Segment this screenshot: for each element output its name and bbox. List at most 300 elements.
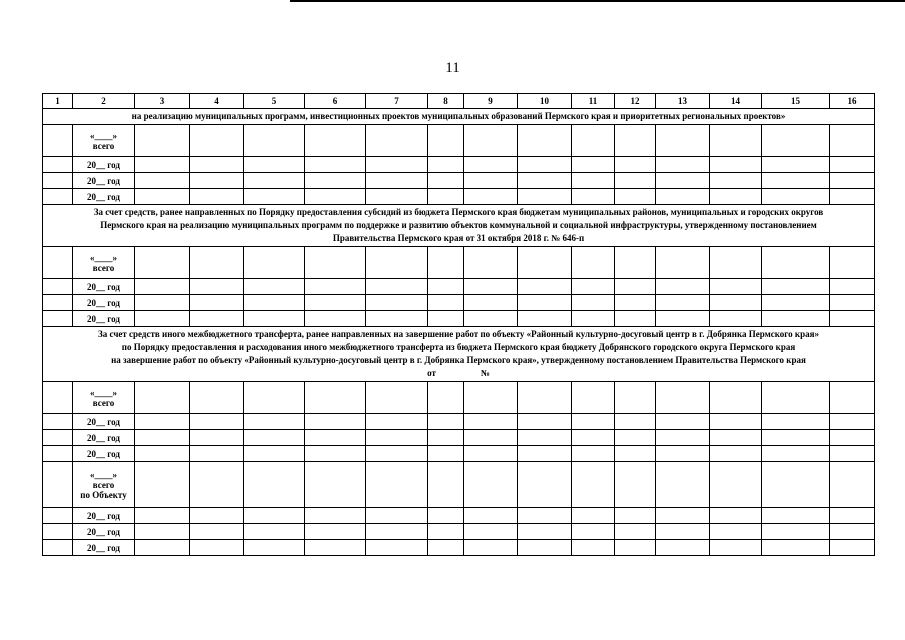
column-number: 5 — [244, 94, 305, 109]
table-cell — [190, 446, 244, 462]
table-cell — [830, 279, 875, 295]
table-cell — [43, 524, 73, 540]
table-cell — [366, 295, 428, 311]
table-cell — [710, 173, 762, 189]
table-cell — [572, 508, 615, 524]
year-label-cell — [73, 279, 135, 295]
table-cell — [190, 157, 244, 173]
table-cell — [190, 125, 244, 157]
table-cell — [43, 414, 73, 430]
table-cell — [135, 295, 190, 311]
table-cell — [428, 414, 464, 430]
table-cell — [305, 446, 366, 462]
table-cell — [135, 311, 190, 327]
table-cell — [305, 125, 366, 157]
table-cell — [762, 173, 830, 189]
section-heading — [43, 109, 875, 125]
page-number: 11 — [445, 60, 460, 76]
table-cell — [518, 446, 572, 462]
table-cell — [464, 157, 518, 173]
table-cell — [464, 189, 518, 205]
table-cell — [572, 524, 615, 540]
table-row — [43, 295, 875, 311]
table-cell — [710, 508, 762, 524]
table-cell — [464, 311, 518, 327]
year-label-cell — [73, 189, 135, 205]
table-cell — [43, 311, 73, 327]
table-row — [43, 540, 875, 556]
table-cell — [244, 311, 305, 327]
table-cell — [135, 279, 190, 295]
table-cell — [366, 157, 428, 173]
table-cell — [762, 446, 830, 462]
table-cell — [43, 295, 73, 311]
table-row — [43, 382, 875, 414]
table-cell — [244, 247, 305, 279]
total-label-cell — [73, 382, 135, 414]
table-cell — [428, 125, 464, 157]
table-cell — [190, 462, 244, 508]
table-cell — [762, 189, 830, 205]
table-cell — [366, 446, 428, 462]
row-label-line: 20__ год — [87, 313, 120, 324]
table-cell — [428, 446, 464, 462]
table-cell — [366, 430, 428, 446]
year-label-cell — [73, 157, 135, 173]
table-cell — [830, 311, 875, 327]
table-cell — [305, 382, 366, 414]
table-cell — [190, 295, 244, 311]
table-cell — [762, 414, 830, 430]
table-cell — [464, 247, 518, 279]
table-cell — [572, 279, 615, 295]
row-label-line: всего — [92, 479, 115, 490]
table-cell — [428, 157, 464, 173]
table-cell — [518, 157, 572, 173]
table-cell — [244, 125, 305, 157]
table-cell — [710, 446, 762, 462]
table-cell — [830, 295, 875, 311]
table-cell — [615, 173, 656, 189]
table-cell — [615, 414, 656, 430]
table-cell — [615, 311, 656, 327]
table-cell — [830, 446, 875, 462]
column-number: 3 — [135, 94, 190, 109]
row-label-line: 20__ год — [87, 159, 120, 170]
section-heading-line: Правительства Пермского края от 31 октября 2018 г. № 646-п — [332, 233, 585, 243]
table-cell — [305, 462, 366, 508]
row-label-line: 20__ год — [87, 542, 120, 553]
row-label-line: «____» — [90, 387, 117, 398]
table-cell — [366, 462, 428, 508]
table-cell — [464, 540, 518, 556]
table-cell — [464, 524, 518, 540]
row-label-line: «____» — [90, 130, 117, 141]
table-cell — [656, 414, 710, 430]
table-cell — [244, 508, 305, 524]
table-cell — [464, 295, 518, 311]
table-cell — [656, 279, 710, 295]
table-cell — [305, 311, 366, 327]
table-cell — [305, 279, 366, 295]
table-cell — [518, 125, 572, 157]
table-cell — [518, 311, 572, 327]
table-cell — [518, 247, 572, 279]
table-cell — [464, 382, 518, 414]
table-cell — [830, 540, 875, 556]
table-cell — [518, 189, 572, 205]
table-cell — [244, 430, 305, 446]
table-cell — [518, 382, 572, 414]
table-cell — [190, 382, 244, 414]
table-cell — [615, 125, 656, 157]
table-row — [43, 125, 875, 157]
table-cell — [244, 524, 305, 540]
column-number: 1 — [43, 94, 73, 109]
table-cell — [572, 247, 615, 279]
table-cell — [615, 189, 656, 205]
table-cell — [135, 430, 190, 446]
table-cell — [762, 382, 830, 414]
table-cell — [518, 524, 572, 540]
section-heading-line: За счет средств иного межбюджетного трансферта, ранее направленных на завершение работ по объекту «Районный культурно-досуговый центр в г. Добрянка Пермского края» — [98, 329, 819, 339]
table-cell — [135, 414, 190, 430]
year-label-cell — [73, 414, 135, 430]
table-cell — [190, 279, 244, 295]
table-cell — [190, 311, 244, 327]
table-cell — [244, 382, 305, 414]
table-cell — [518, 414, 572, 430]
table-cell — [366, 311, 428, 327]
table-cell — [830, 462, 875, 508]
table-cell — [710, 189, 762, 205]
row-label-line: «____» — [90, 252, 117, 263]
table-cell — [43, 247, 73, 279]
table-cell — [572, 311, 615, 327]
row-label-line: 20__ год — [87, 448, 120, 459]
table-cell — [830, 382, 875, 414]
table-cell — [615, 540, 656, 556]
table-cell — [710, 382, 762, 414]
table-row — [43, 508, 875, 524]
table-cell — [305, 189, 366, 205]
table-row — [43, 189, 875, 205]
table-cell — [305, 524, 366, 540]
table-cell — [244, 414, 305, 430]
table-cell — [428, 462, 464, 508]
row-label-line: по Объекту — [80, 489, 127, 500]
year-label-cell — [73, 508, 135, 524]
column-number: 2 — [73, 94, 135, 109]
table-cell — [135, 524, 190, 540]
table-cell — [428, 311, 464, 327]
table-cell — [572, 462, 615, 508]
table-cell — [43, 508, 73, 524]
total-label-cell — [73, 125, 135, 157]
table-row — [43, 462, 875, 508]
column-number: 10 — [518, 94, 572, 109]
column-number: 4 — [190, 94, 244, 109]
table-cell — [464, 173, 518, 189]
table-cell — [656, 446, 710, 462]
table-cell — [135, 157, 190, 173]
table-cell — [135, 125, 190, 157]
row-label-line: 20__ год — [87, 191, 120, 202]
table-cell — [710, 430, 762, 446]
table-cell — [656, 462, 710, 508]
table-row — [43, 414, 875, 430]
table-cell — [710, 295, 762, 311]
table-cell — [615, 508, 656, 524]
table-cell — [305, 508, 366, 524]
table-cell — [305, 173, 366, 189]
year-label-cell — [73, 173, 135, 189]
table-cell — [572, 125, 615, 157]
table-cell — [615, 524, 656, 540]
table-cell — [615, 247, 656, 279]
table-cell — [43, 173, 73, 189]
row-label-line: всего — [92, 262, 115, 273]
table-cell — [762, 524, 830, 540]
table-cell — [43, 446, 73, 462]
table-cell — [305, 247, 366, 279]
total-label-cell — [73, 247, 135, 279]
table-cell — [572, 157, 615, 173]
table-cell — [135, 247, 190, 279]
table-cell — [366, 414, 428, 430]
column-number: 12 — [615, 94, 656, 109]
table-row — [43, 430, 875, 446]
table-cell — [190, 524, 244, 540]
table-cell — [464, 430, 518, 446]
table-cell — [428, 247, 464, 279]
table-cell — [710, 157, 762, 173]
table-cell — [518, 430, 572, 446]
column-number: 16 — [830, 94, 875, 109]
year-label-cell — [73, 524, 135, 540]
table-cell — [710, 125, 762, 157]
table-cell — [830, 524, 875, 540]
table-cell — [830, 157, 875, 173]
table-cell — [762, 125, 830, 157]
table-cell — [572, 295, 615, 311]
table-cell — [305, 414, 366, 430]
table-cell — [656, 508, 710, 524]
table-cell — [244, 189, 305, 205]
table-cell — [710, 540, 762, 556]
year-label-cell — [73, 446, 135, 462]
table-cell — [615, 462, 656, 508]
table-cell — [762, 462, 830, 508]
row-label-line: 20__ год — [87, 432, 120, 443]
row-label-line: 20__ год — [87, 510, 120, 521]
table-cell — [572, 414, 615, 430]
table-cell — [244, 157, 305, 173]
table-cell — [615, 430, 656, 446]
table-cell — [366, 173, 428, 189]
table-row — [43, 311, 875, 327]
table-row — [43, 157, 875, 173]
section-heading-line: на реализацию муниципальных программ, инвестиционных проектов муниципальных образований Пермского края и приоритетных региональных проектов» — [131, 111, 786, 121]
table-cell — [244, 279, 305, 295]
table-cell — [615, 446, 656, 462]
table-cell — [518, 462, 572, 508]
row-label-line: 20__ год — [87, 297, 120, 308]
table-cell — [244, 173, 305, 189]
table-cell — [830, 189, 875, 205]
year-label-cell — [73, 311, 135, 327]
table-cell — [135, 382, 190, 414]
table-cell — [518, 295, 572, 311]
table-cell — [762, 279, 830, 295]
table-cell — [366, 540, 428, 556]
table-cell — [428, 382, 464, 414]
table-cell — [762, 540, 830, 556]
row-label-line: 20__ год — [87, 281, 120, 292]
table-cell — [43, 430, 73, 446]
table-cell — [762, 295, 830, 311]
table-cell — [830, 508, 875, 524]
table-cell — [190, 540, 244, 556]
table-cell — [656, 157, 710, 173]
table-cell — [464, 414, 518, 430]
column-number: 11 — [572, 94, 615, 109]
table-cell — [464, 279, 518, 295]
section-heading — [43, 205, 875, 247]
table-row — [43, 173, 875, 189]
table-cell — [428, 279, 464, 295]
table-cell — [135, 189, 190, 205]
table-cell — [305, 157, 366, 173]
table-cell — [135, 540, 190, 556]
table-cell — [135, 508, 190, 524]
table-cell — [305, 540, 366, 556]
table-cell — [43, 382, 73, 414]
table-cell — [190, 247, 244, 279]
table-cell — [572, 446, 615, 462]
table-cell — [518, 540, 572, 556]
table-cell — [135, 446, 190, 462]
table-cell — [464, 125, 518, 157]
budget-table — [42, 93, 875, 556]
table-cell — [366, 189, 428, 205]
table-cell — [615, 382, 656, 414]
table-row — [43, 247, 875, 279]
table-cell — [428, 173, 464, 189]
table-cell — [762, 430, 830, 446]
row-label-line: всего — [92, 140, 115, 151]
table-cell — [43, 540, 73, 556]
table-cell — [572, 189, 615, 205]
row-label-line: 20__ год — [87, 416, 120, 427]
table-cell — [464, 446, 518, 462]
section-heading-line: по Порядку предоставления и расходования иного межбюджетного трансферта из бюджета Пермского края бюджету Добрянского городского округа Пермского края — [121, 342, 796, 352]
table-cell — [428, 524, 464, 540]
table-cell — [656, 524, 710, 540]
table-cell — [656, 173, 710, 189]
table-cell — [830, 414, 875, 430]
section-heading-row — [43, 109, 875, 125]
table-cell — [656, 540, 710, 556]
column-number: 7 — [366, 94, 428, 109]
table-cell — [830, 173, 875, 189]
column-number: 8 — [428, 94, 464, 109]
section-heading-line: Пермского края на реализацию муниципальных программ по поддержке и развитию объектов коммунальной и социальной инфраструктуры, утвержденному постановлением — [100, 220, 817, 230]
table-cell — [830, 247, 875, 279]
table-cell — [572, 430, 615, 446]
table-cell — [428, 540, 464, 556]
section-heading — [43, 327, 875, 382]
table-cell — [43, 125, 73, 157]
column-number-row — [43, 94, 875, 109]
table-cell — [190, 430, 244, 446]
table-row — [43, 279, 875, 295]
table-row — [43, 524, 875, 540]
table-cell — [190, 508, 244, 524]
year-label-cell — [73, 295, 135, 311]
table-cell — [518, 173, 572, 189]
table-cell — [428, 189, 464, 205]
column-number: 13 — [656, 94, 710, 109]
table-cell — [366, 508, 428, 524]
row-label-line: всего — [92, 397, 115, 408]
table-cell — [656, 189, 710, 205]
table-cell — [615, 295, 656, 311]
table-cell — [43, 157, 73, 173]
table-cell — [656, 247, 710, 279]
table-cell — [366, 382, 428, 414]
table-cell — [305, 430, 366, 446]
section-heading-line: За счет средств, ранее направленных по Порядку предоставления субсидий из бюджета Пермского края бюджетам муниципальных районов, муниципальных и городских округов — [93, 207, 824, 217]
table-cell — [615, 279, 656, 295]
table-cell — [710, 462, 762, 508]
table-cell — [464, 508, 518, 524]
table-cell — [656, 382, 710, 414]
table-cell — [830, 430, 875, 446]
column-number: 6 — [305, 94, 366, 109]
table-cell — [244, 295, 305, 311]
table-cell — [615, 157, 656, 173]
table-cell — [710, 311, 762, 327]
year-label-cell — [73, 540, 135, 556]
table-cell — [656, 295, 710, 311]
table-cell — [366, 125, 428, 157]
table-cell — [244, 540, 305, 556]
total-label-cell — [73, 462, 135, 508]
table-cell — [305, 295, 366, 311]
table-cell — [572, 382, 615, 414]
table-cell — [43, 462, 73, 508]
table-cell — [762, 508, 830, 524]
table-cell — [135, 173, 190, 189]
table-cell — [43, 279, 73, 295]
top-rule — [290, 0, 905, 2]
table-cell — [135, 462, 190, 508]
table-cell — [244, 462, 305, 508]
row-label-line: 20__ год — [87, 526, 120, 537]
row-label-line: «____» — [90, 469, 117, 480]
year-label-cell — [73, 430, 135, 446]
table-cell — [518, 508, 572, 524]
table-cell — [464, 462, 518, 508]
table-cell — [366, 279, 428, 295]
table-cell — [244, 446, 305, 462]
table-cell — [428, 430, 464, 446]
table-cell — [710, 414, 762, 430]
table-cell — [366, 247, 428, 279]
table-cell — [710, 247, 762, 279]
table-cell — [366, 524, 428, 540]
